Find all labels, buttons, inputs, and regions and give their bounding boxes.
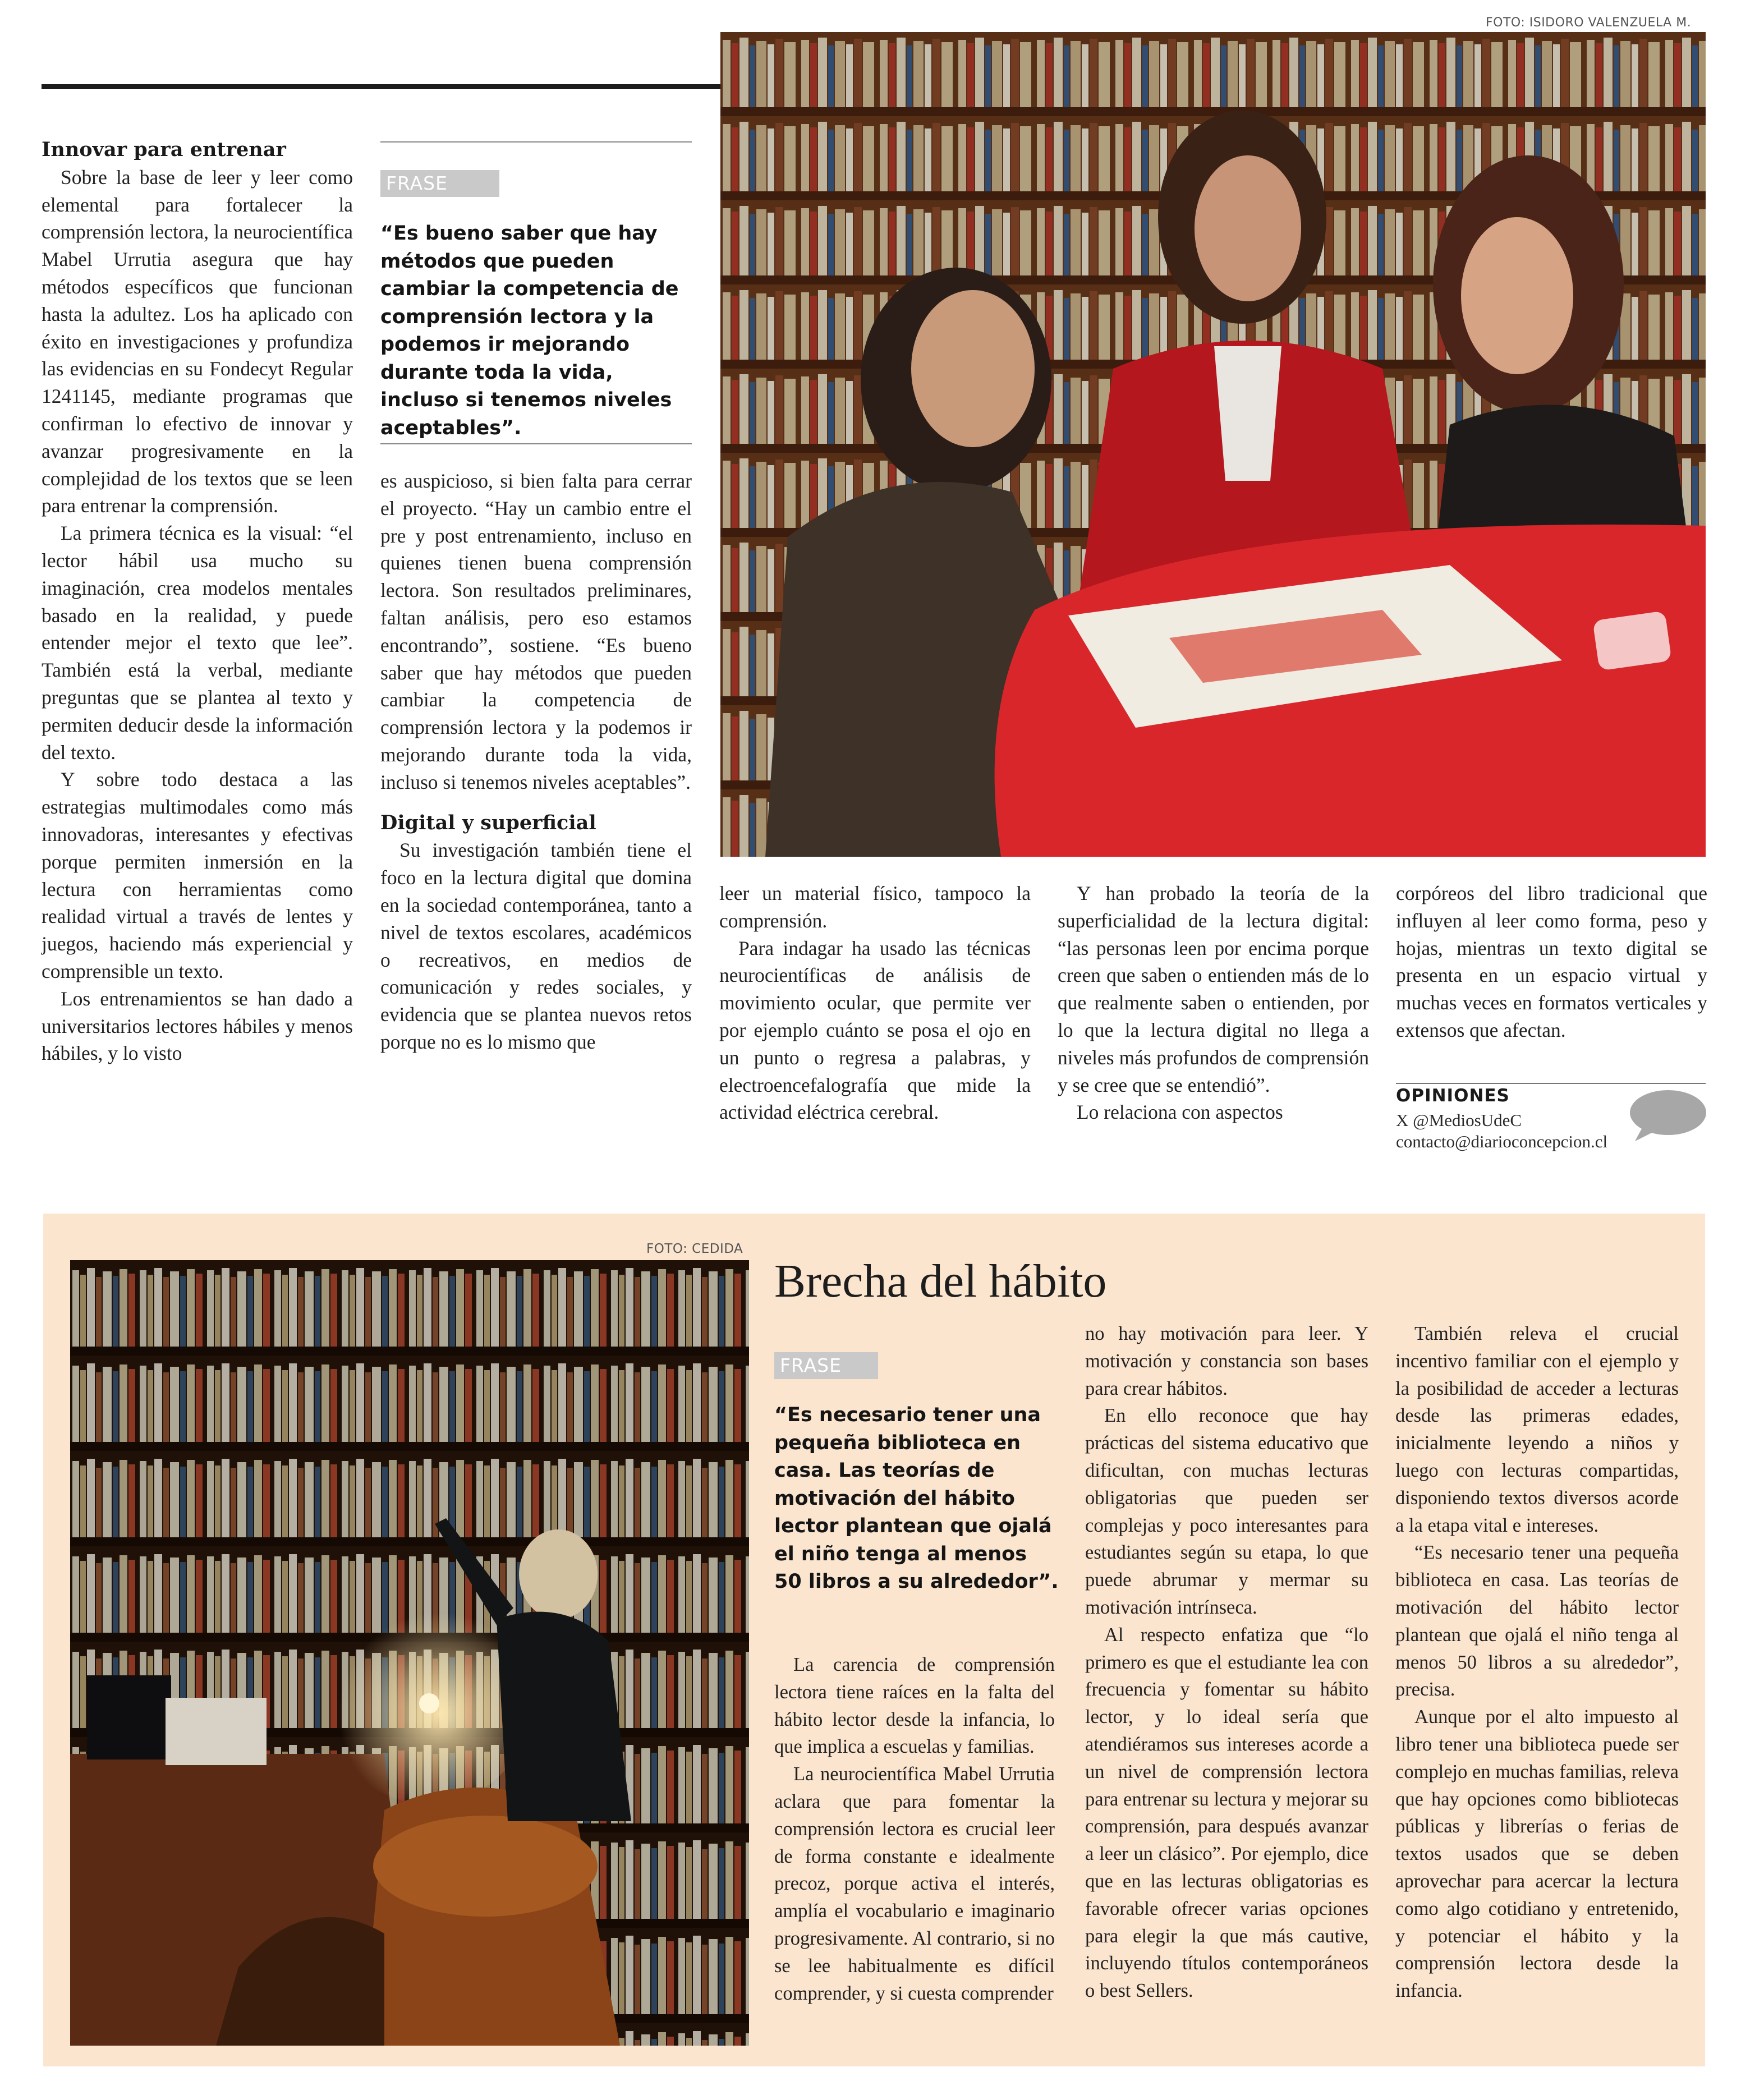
col3-paragraph: Para indagar ha usado las técnicas neurocientíficas de análisis de movimiento ocular, que permite ver por ejemplo cuánto se posa el ojo en un punto o regresa a palabras, y electroencefalografía que mide la actividad eléctrica cerebral.	[719, 936, 1031, 1124]
col4-paragraph: Y han probado la teoría de la superficialidad de la lectura digital: “las personas leen por encima porque creen que saben o entienden más de lo que realmente saben o entienden, por lo que la lectura digital no llega a niveles más profundos de comprensión y se cree que se entendió”.	[1058, 882, 1369, 1096]
article-column-5	[1396, 880, 1707, 1044]
top-photo	[720, 32, 1706, 857]
pull-quote: “Es bueno saber que hay métodos que pueden cambiar la competencia de comprensión lectora y la podemos ir mejorando durante toda la vida, incluso si tenemos niveles aceptables”.	[380, 222, 679, 439]
sidebar-pull-quote: “Es necesario tener una pequeña biblioteca en casa. Las teorías de motivación del hábito lector plantean que ojalá el niño tenga al menos 50 libros a su alrededor”.	[774, 1404, 1059, 1593]
col1-paragraph: Los entrenamientos se han dado a universitarios lectores hábiles y menos hábiles, y lo visto	[42, 987, 353, 1065]
sidebar-col1-paragraph: La neurocientífica Mabel Urrutia aclara que para fomentar la comprensión lectora es crucial leer de forma constante e idealmente precoz, porque activa el interés, amplía el vocabulario e imaginario progresivamente. Al contrario, si no se lee habitualmente es difícil comprender, y si cuesta comprender	[774, 1763, 1055, 2004]
opiniones-handle[interactable]: X @MediosUdeC	[1396, 1110, 1522, 1130]
sidebar-title: Brecha del hábito	[774, 1255, 1107, 1307]
sidebar-brecha	[43, 1214, 1705, 2066]
sidebar-col3-paragraph: También releva el crucial incentivo familiar con el ejemplo y la posibilidad de acceder a lecturas desde las primeras edades, inicialmente leyendo a niños y luego con lecturas compartidas, disponiendo textos diversos acorde a la etapa vital e intereses.	[1395, 1323, 1679, 1536]
col1-paragraph: Sobre la base de leer y leer como elemental para fortalecer la comprensión lectora, la neurocientífica Mabel Urrutia asegura que hay métodos específicos que funcionan hasta la adultez. Los ha aplicado con éxito en investigaciones y profundiza las evidencias en su Fondecyt Regular 1241145, mediante programas que confirman lo efectivo de innovar y avanzar progresivamente en la complejidad de los textos que se leen para entrenar la comprensión.	[42, 166, 353, 517]
photo-credit-sidebar: FOTO: CEDIDA	[646, 1242, 743, 1256]
sidebar-col2-paragraph: no hay motivación para leer. Y motivación y constancia son bases para crear hábitos.	[1085, 1323, 1368, 1399]
col5-paragraph: corpóreos del libro tradicional que influyen al leer como forma, peso y hojas, mientras un texto digital se presenta en un espacio virtual y muchas veces en formatos verticales y extensos que afectan.	[1396, 882, 1707, 1041]
sidebar-photo	[70, 1260, 749, 2046]
photo-credit-top: FOTO: ISIDORO VALENZUELA M.	[1486, 16, 1692, 30]
frase-top-rule	[380, 141, 692, 143]
col2-paragraph: es auspicioso, si bien falta para cerrar el proyecto. “Hay un cambio entre el pre y post entrenamiento, incluso en quienes tienen buena comprensión lectora. Son resultados preliminares, faltan análisis, pero eso estamos encontrando”, sostiene. “Es bueno saber que hay métodos que pueden cambiar la competencia de comprensión lectora y la podemos ir mejorando durante toda la vida, incluso si tenemos niveles aceptables”.	[380, 470, 692, 793]
opiniones-rule	[1396, 1083, 1706, 1084]
sidebar-col2-paragraph: En ello reconoce que hay prácticas del sistema educativo que dificultan, con muchas lecturas obligatorias que pueden ser complejas y poco interesantes para estudiantes según su etapa, lo que puede abrumar y mermar su motivación intrínseca.	[1085, 1405, 1368, 1618]
speech-bubble-icon	[1626, 1087, 1707, 1146]
opiniones-email[interactable]: contacto@diarioconcepcion.cl	[1396, 1132, 1608, 1151]
subheading-innovar: Innovar para entrenar	[42, 138, 286, 161]
opiniones-label: OPINIONES	[1396, 1086, 1510, 1106]
col1-paragraph: La primera técnica es la visual: “el lector hábil usa mucho su imaginación, crea modelos mentales basado en la realidad, y puede entender mejor el texto que lee”. También está la verbal, mediante preguntas que se plantea al texto y permiten deducir desde la información del texto.	[42, 522, 353, 764]
col3-paragraph: leer un material físico, tampoco la comprensión.	[719, 882, 1031, 932]
article-column-4	[1058, 880, 1369, 1126]
sidebar-column-3	[1395, 1320, 1679, 2005]
frase-label: FRASE	[380, 170, 499, 197]
col1-paragraph: Y sobre todo destaca a las estrategias multimodales como más innovadoras, interesantes y efectivas porque permiten inmersión en la lectura con herramientas como realidad virtual a través de lentes y juegos, haciendo más experiencial y comprensible un texto.	[42, 768, 353, 982]
sidebar-col3-paragraph: “Es necesario tener una pequeña biblioteca en casa. Las teorías de motivación del hábito lector plantean que ojalá el niño tenga al menos 50 libros a su alrededor”, precisa.	[1395, 1542, 1679, 1701]
sidebar-frase-label: FRASE	[774, 1352, 878, 1379]
sidebar-column-1	[774, 1651, 1055, 2007]
sidebar-col1-paragraph: La carencia de comprensión lectora tiene raíces en la falta del hábito lector desde la infancia, lo que implica a escuelas y familias.	[774, 1654, 1055, 1758]
section-top-rule	[42, 84, 720, 89]
article-column-3	[719, 880, 1031, 1126]
subheading-digital: Digital y superficial	[380, 811, 596, 834]
article-column-2	[380, 467, 692, 1056]
sidebar-col2-paragraph: Al respecto enfatiza que “lo primero es que el estudiante lea con frecuencia y fomentar su hábito lector, y lo ideal sería que atendiéramos sus intereses acorde a un nivel de comprensión lectora para entrenar su lectura y mejorar su comprensión, para después avanzar a leer un clásico”. Por ejemplo, dice que en las lecturas obligatorias es favorable ofrecer varias opciones para elegir la que más cautive, incluyendo títulos contemporáneos o best Sellers.	[1085, 1624, 1368, 2002]
sidebar-column-2	[1085, 1320, 1368, 2005]
article-column-1	[42, 136, 353, 1067]
col2-paragraph: Su investigación también tiene el foco en la lectura digital que domina en la sociedad contemporánea, tanto a nivel de textos escolares, académicos o recreativos, en medios de comunicación y redes sociales, y evidencia que se plantea nuevos retos porque no es lo mismo que	[380, 839, 692, 1053]
frase-bottom-rule	[380, 443, 692, 444]
col4-paragraph: Lo relaciona con aspectos	[1077, 1101, 1283, 1124]
sidebar-col3-paragraph: Aunque por el alto impuesto al libro tener una biblioteca puede ser complejo en muchas familias, releva que hay opciones como bibliotecas públicas y librerías o ferias de textos usados que se deben aprovechar para acercar la lectura como algo cotidiano y entretenido, y potenciar el hábito y la comprensión lectora desde la infancia.	[1395, 1706, 1679, 2002]
